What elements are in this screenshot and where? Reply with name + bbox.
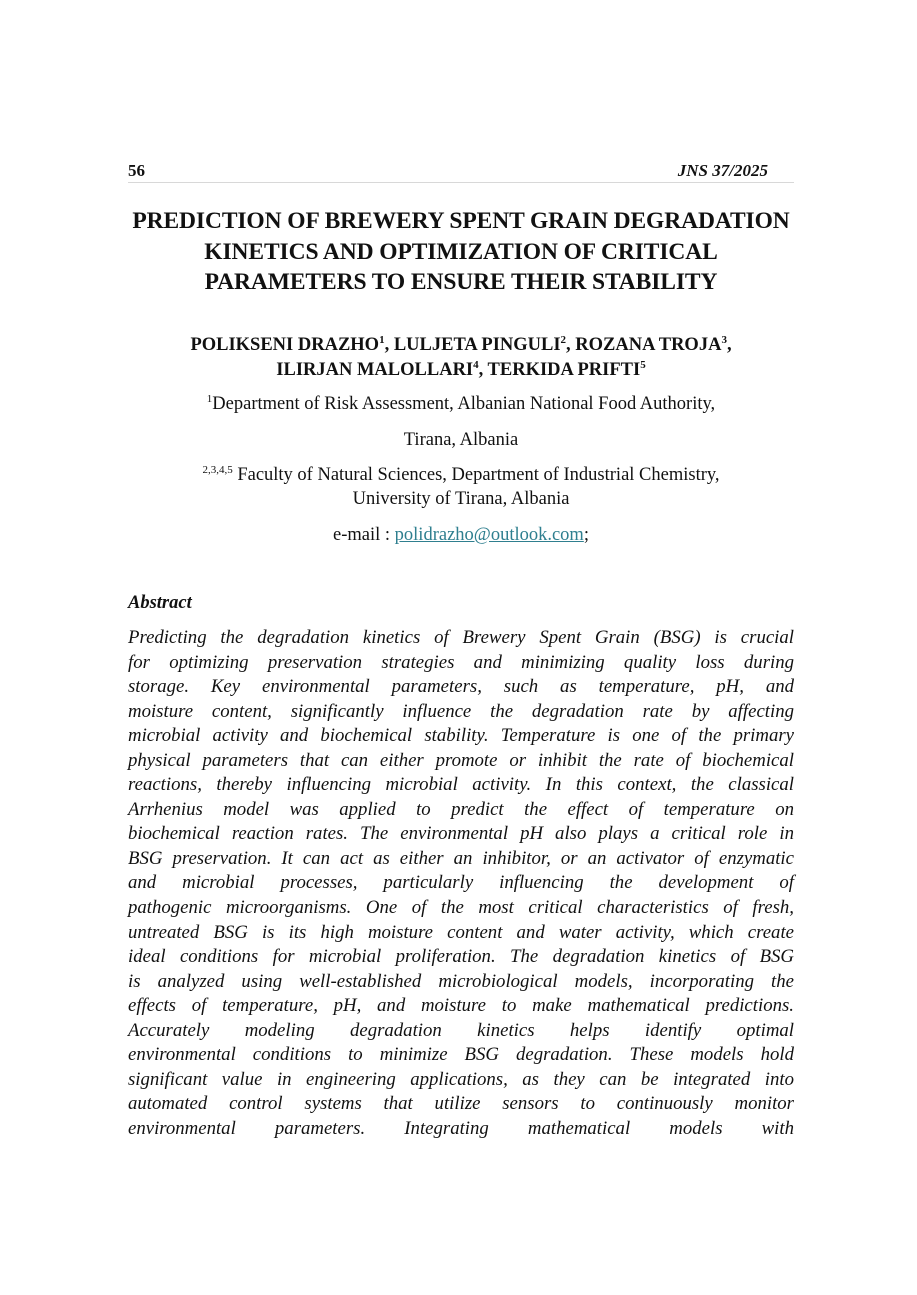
abstract-line: Arrhenius model was applied to predict the effect of temperature on: [128, 798, 794, 820]
email-link[interactable]: polidrazho@outlook.com: [394, 525, 584, 545]
author-name: LULJETA PINGULI: [393, 335, 561, 355]
affiliation-text: Faculty of Natural Sciences, Department of Industrial Chemistry,: [232, 465, 720, 485]
abstract-line: ideal conditions for microbial proliferation. The degradation kinetics of BSG: [128, 946, 794, 968]
abstract-line: biochemical reaction rates. The environmental pH also plays a critical role in: [128, 823, 794, 845]
affiliation-mark: 1: [206, 393, 213, 405]
running-header: [128, 160, 794, 183]
author-name: ROZANA TROJA: [575, 335, 722, 355]
abstract-line: Predicting the degradation kinetics of Brewery Spent Grain (BSG) is crucial: [128, 627, 794, 648]
abstract-body: [128, 626, 794, 1141]
affiliation-2: [128, 463, 794, 511]
abstract-line: untreated BSG is its high moisture content and water activity, which create: [128, 921, 794, 943]
author-separator: ,: [566, 335, 576, 355]
affiliation-mark: 2,3,4,5: [202, 464, 233, 476]
author-list: [128, 333, 794, 383]
email-suffix: ;: [583, 525, 589, 545]
affiliation-location: University of Tirana, Albania: [352, 489, 570, 509]
abstract-line: physical parameters that can either promote or inhibit the rate of biochemical: [128, 749, 794, 771]
author-name: ILIRJAN MALOLLARI: [276, 360, 474, 380]
author-separator: ,: [478, 360, 488, 380]
author-separator: ,: [384, 335, 394, 355]
author-affiliation-mark: 1: [379, 334, 385, 346]
abstract-line: environmental conditions to minimize BSG degradation. These models hold: [128, 1044, 794, 1066]
abstract-line: storage. Key environmental parameters, such as temperature, pH, and: [128, 676, 794, 698]
paper-title: PREDICTION OF BREWERY SPENT GRAIN DEGRADATION KINETICS AND OPTIMIZATION OF CRITICAL PARAMETERS TO ENSURE THEIR STABILITY: [132, 208, 790, 295]
author-separator: ,: [726, 335, 732, 355]
email-label: e-mail :: [333, 525, 395, 545]
abstract-line: and microbial processes, particularly influencing the development of: [128, 872, 794, 894]
abstract-line: microbial activity and biochemical stability. Temperature is one of the primary: [128, 725, 794, 747]
abstract-line: for optimizing preservation strategies and minimizing quality loss during: [128, 651, 794, 673]
page-number: 56: [128, 161, 145, 180]
author-name: TERKIDA PRIFTI: [487, 360, 641, 380]
abstract-line: pathogenic microorganisms. One of the most critical characteristics of fresh,: [128, 897, 794, 919]
abstract-line: Accurately modeling degradation kinetics helps identify optimal: [128, 1019, 794, 1041]
affiliation-1: [128, 392, 794, 416]
abstract-line: automated control systems that utilize sensors to continuously monitor: [128, 1093, 794, 1115]
abstract-heading: Abstract: [128, 593, 192, 613]
author-affiliation-mark: 3: [721, 334, 727, 346]
abstract-line: effects of temperature, pH, and moisture to make mathematical predictions.: [128, 995, 794, 1017]
abstract-line: BSG preservation. It can act as either an inhibitor, or an activator of enzymatic: [128, 847, 794, 869]
contact-email: [128, 523, 794, 547]
author-affiliation-mark: 5: [640, 359, 646, 371]
journal-reference: JNS 37/2025: [677, 161, 768, 180]
abstract-line: environmental parameters. Integrating mathematical models with: [128, 1117, 794, 1139]
abstract-line: significant value in engineering applications, as they can be integrated into: [128, 1068, 794, 1090]
abstract-line: is analyzed using well-established microbiological models, incorporating the: [128, 970, 794, 992]
author-affiliation-mark: 4: [473, 359, 479, 371]
author-line-2: [276, 360, 645, 380]
abstract-line: reactions, thereby influencing microbial activity. In this context, the classical: [128, 774, 794, 796]
affiliation-text: Department of Risk Assessment, Albanian National Food Authority,: [212, 394, 716, 414]
author-line-1: [190, 335, 731, 355]
abstract-line: moisture content, significantly influence the degradation rate by affecting: [128, 700, 794, 722]
affiliation-1-location: Tirana, Albania: [403, 430, 519, 450]
author-affiliation-mark: 2: [560, 334, 567, 346]
author-name: POLIKSENI DRAZHO: [190, 335, 380, 355]
